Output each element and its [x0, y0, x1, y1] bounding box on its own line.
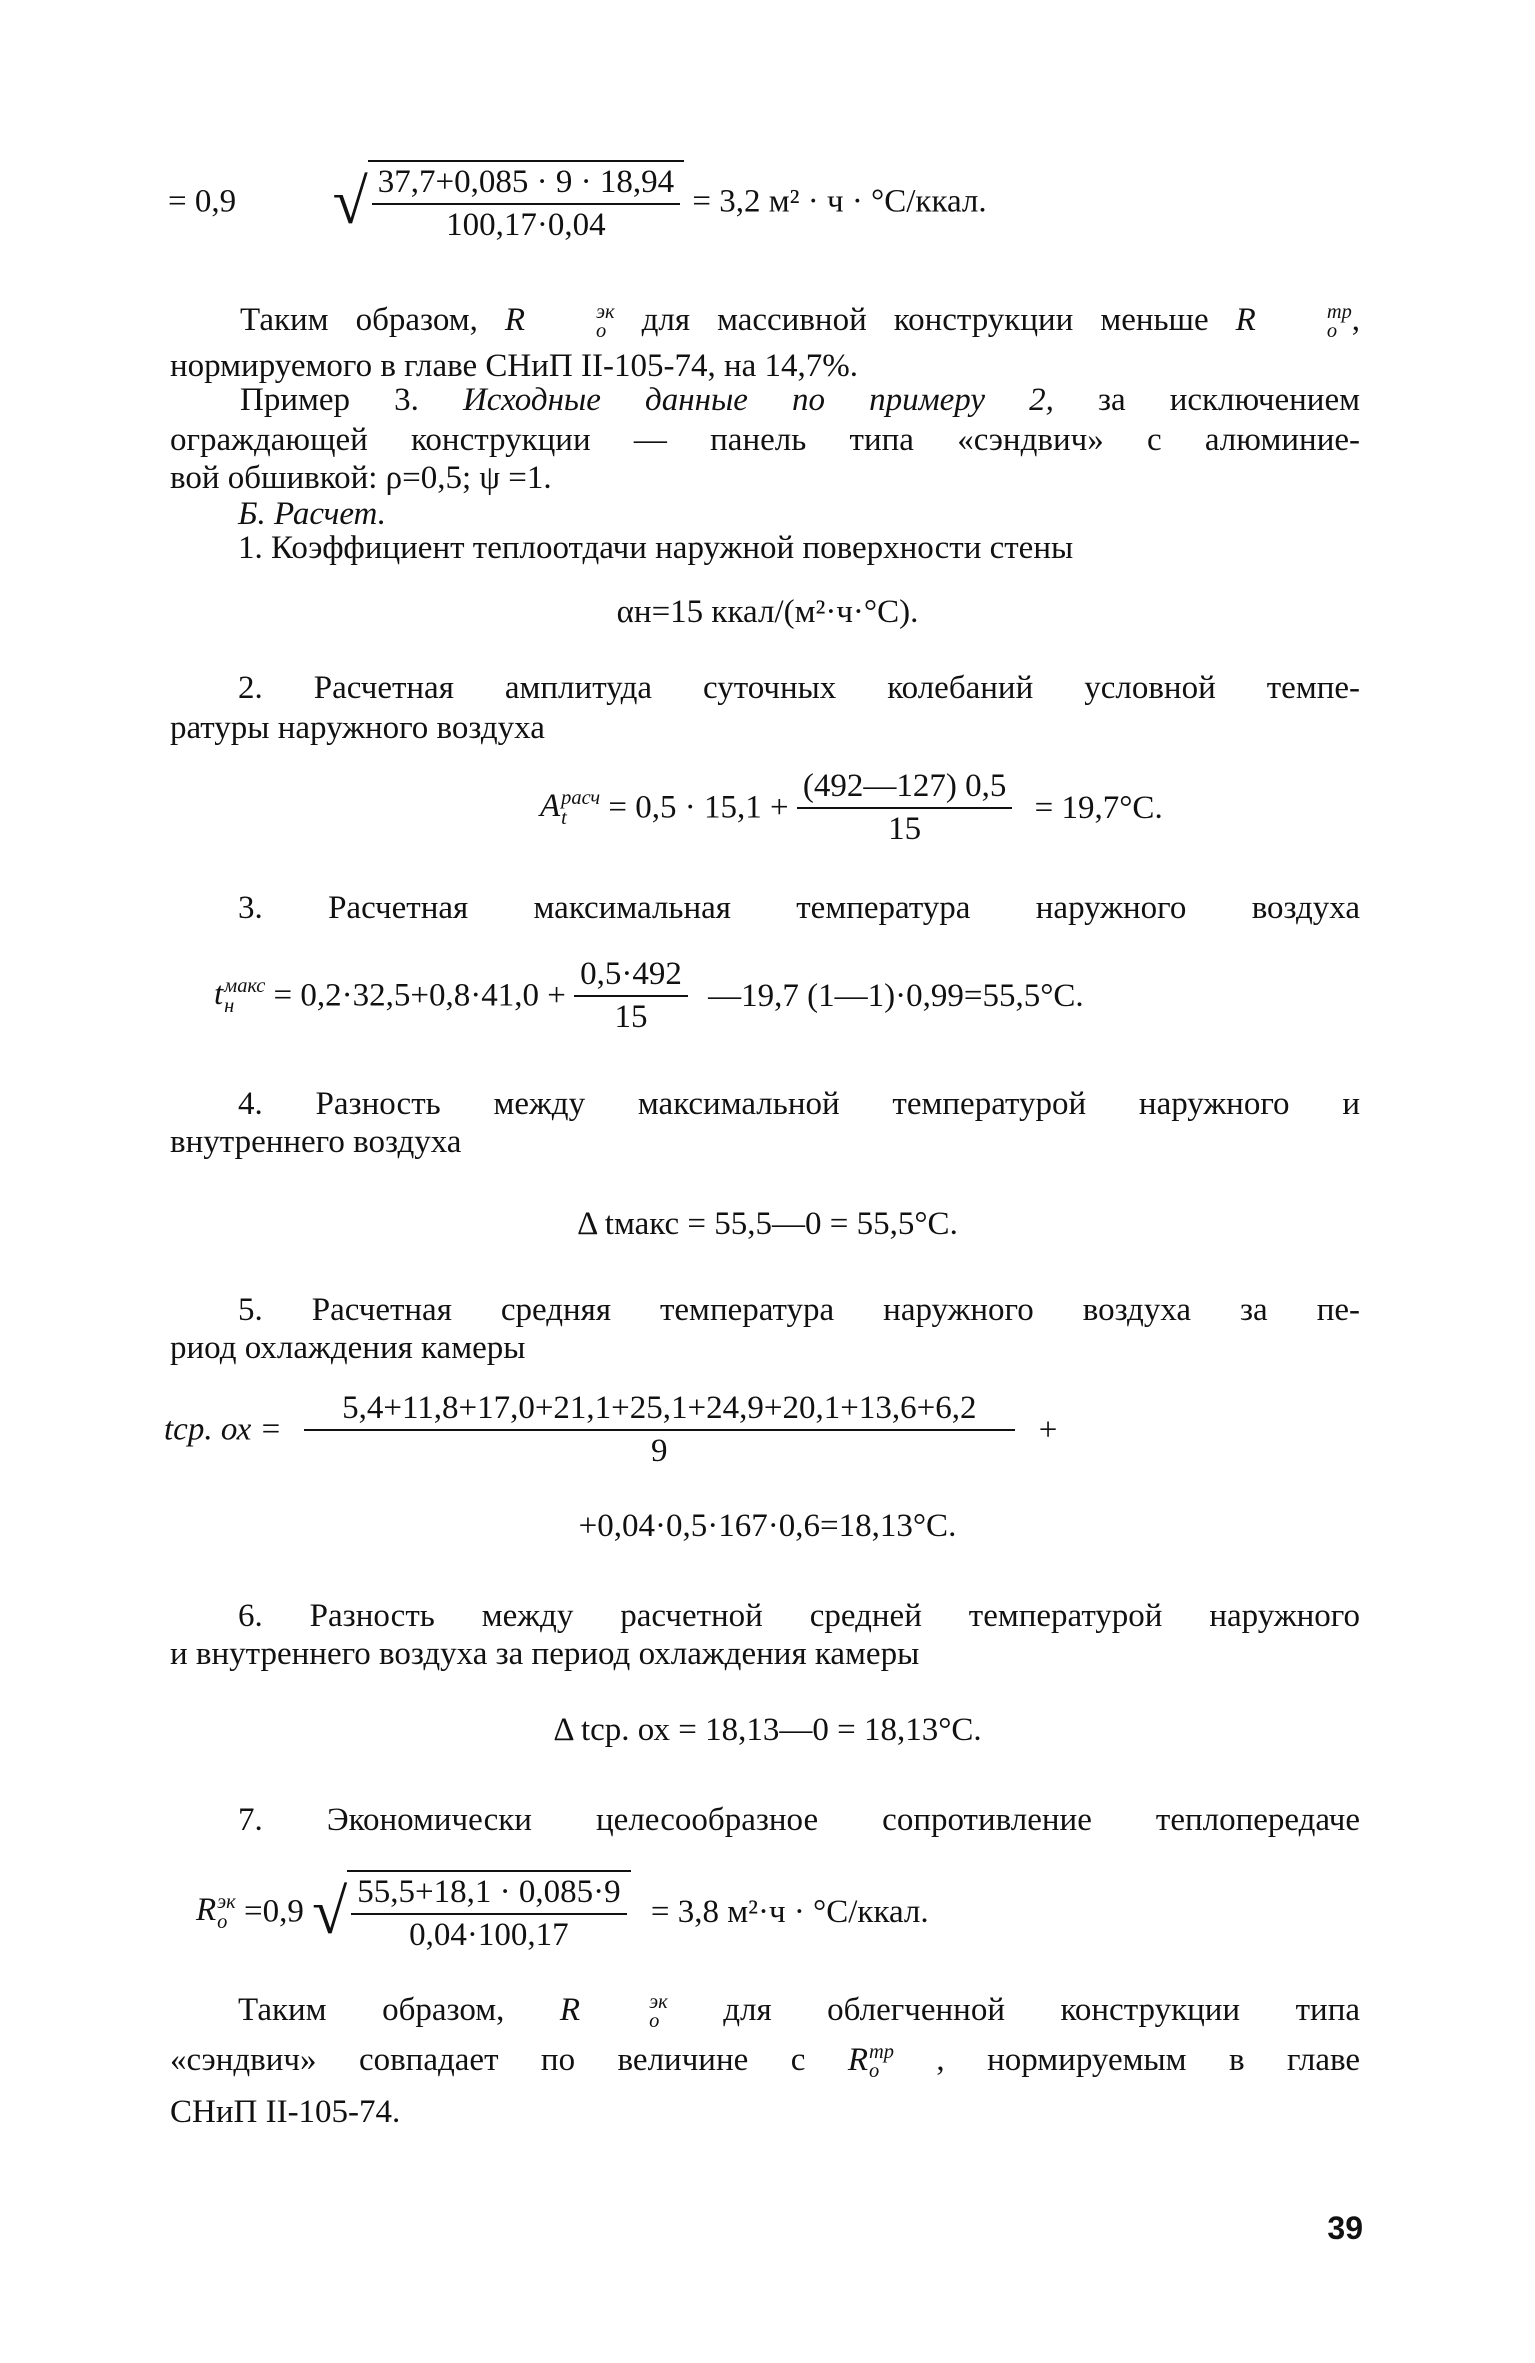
r-tr-symbol-2: R тр о [847, 2041, 894, 2083]
step-7-formula: R эк о =0,9 √ $\frac{55,5+18,1 \cdot 0,085\cdot 9}{0,04\cdot 100,17}$ = 3,8 м²·ч · °С/ккал. [196, 1870, 929, 1954]
r-ek-symbol-2: R эк о [196, 1891, 236, 1933]
example-3-line2: ограждающей конструкции — панель типа «сэндвич» с алюминие- [170, 422, 1360, 458]
conclusion-paragraph-2-line1: Таким образом, R эк о для облегченной конструкции типа [238, 1991, 1361, 2033]
conclusion-paragraph-1: Таким образом, R эк о для массивной конструкции меньше R тр о , [240, 301, 1361, 343]
step-1-formula: αн=15 ккал/(м²·ч·°С). [616, 594, 919, 630]
formula-top-radicand [368, 160, 684, 244]
step-3-fraction: $\frac{0,5\cdot 492}{15}$ [574, 956, 688, 1036]
step-5-fraction: $\frac{5,4+11,8+17,0+21,1+25,1+24,9+20,1+13,6+6,2}{9}$ [304, 1390, 1014, 1470]
step-2-fraction: $\frac{(492—127) 0,5}{15}$ [797, 768, 1012, 848]
step-7-fraction: $\frac{55,5+18,1 \cdot 0,085\cdot 9}{0,04\cdot 100,17}$ [351, 1874, 626, 1954]
r-tr-symbol: R тр о [1235, 301, 1352, 343]
sqrt-symbol-2: √ [312, 1876, 348, 1947]
page-number: 39 [1327, 2210, 1363, 2246]
step-4-formula: Δ tмакс = 55,5—0 = 55,5°С. [577, 1206, 958, 1242]
r-ek-symbol: R эк о [504, 301, 615, 343]
formula-top [168, 160, 987, 244]
step-5-continuation: +0,04·0,5·167·0,6=18,13°С. [578, 1508, 957, 1544]
formula-top-numerator: 37,7+0,085 · 9 · 18,94 [372, 164, 680, 205]
step-5-line2: риод охлаждения камеры [170, 1330, 526, 1366]
a-rasch-symbol: A расч t [540, 787, 601, 829]
step-7-text: 7. Экономически целесообразное сопротивление теплопередаче [238, 1802, 1360, 1838]
step-4-line1: 4. Разность между максимальной температурой наружного и [238, 1086, 1360, 1122]
conclusion-paragraph-2-line2: «сэндвич» совпадает по величине с R тр о , нормируемым в главе [170, 2041, 1361, 2083]
step-4-line2: внутреннего воздуха [170, 1124, 462, 1160]
step-1-text: 1. Коэффициент теплоотдачи наружной поверхности стены [238, 530, 1074, 566]
step-6-formula: Δ tср. ох = 18,13—0 = 18,13°С. [553, 1712, 982, 1748]
sqrt-symbol: √ [332, 166, 368, 237]
step-5-formula: tср. ох = $\frac{5,4+11,8+17,0+21,1+25,1+24,9+20,1+13,6+6,2}{9}$ + [164, 1390, 1058, 1469]
step-2-line1: 2. Расчетная амплитуда суточных колебаний условной темпе- [238, 670, 1360, 706]
step-6-line1: 6. Разность между расчетной средней температурой наружного [238, 1598, 1360, 1634]
example-3-line1: Пример 3. Исходные данные по примеру 2, за исключением [240, 382, 1360, 418]
example-3-line3: вой обшивкой: ρ=0,5; ψ =1. [170, 460, 552, 496]
step-3-formula: t макс н = 0,2·32,5+0,8·41,0 + $\frac{0,5\cdot 492}{15}$ —19,7 (1—1)·0,99=55,5°С. [214, 956, 1084, 1035]
conclusion-paragraph-2-line3: СНиП II-105-74. [170, 2094, 401, 2130]
formula-top-denominator: 100,17·0,04 [446, 207, 606, 243]
step-2-formula: A расч t = 0,5 · 15,1 + $\frac{(492—127) 0,5}{15}$ = 19,7°С. [540, 768, 1163, 847]
example-3-heading: Б. Расчет. [238, 496, 387, 532]
t-maks-symbol: t макс н [214, 975, 266, 1017]
conclusion-paragraph-1-line2: нормируемого в главе СНиП II-105-74, на 14,7%. [170, 348, 859, 384]
step-5-line1: 5. Расчетная средняя температура наружного воздуха за пе- [238, 1292, 1360, 1328]
step-6-line2: и внутреннего воздуха за период охлаждения камеры [170, 1636, 920, 1672]
step-3-text: 3. Расчетная максимальная температура наружного воздуха [238, 890, 1360, 926]
step-2-line2: ратуры наружного воздуха [170, 710, 545, 746]
r-ek-symbol-3: R эк о [559, 1991, 668, 2033]
formula-top-lhs: = 0,9 [168, 183, 237, 220]
formula-top-result: = 3,2 м² · ч · °С/ккал. [692, 183, 987, 220]
